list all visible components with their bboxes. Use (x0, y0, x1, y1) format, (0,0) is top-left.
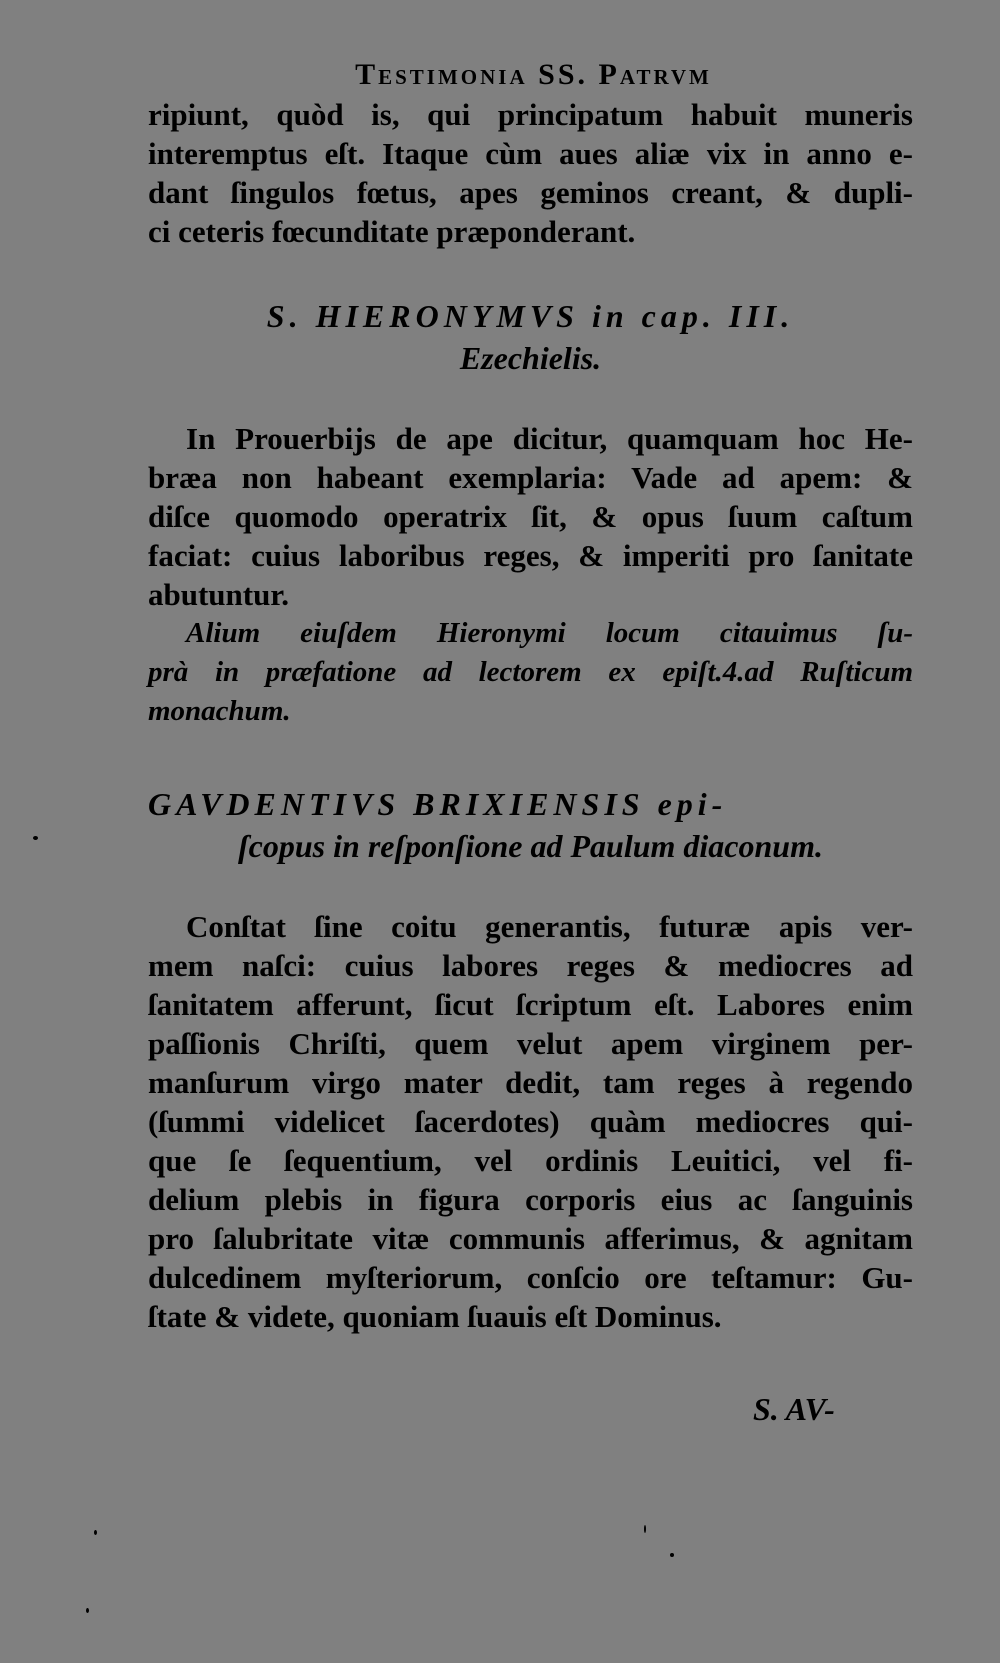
section-subheading: Ezechielis. (459, 340, 602, 376)
text-line: faciat: cuius laboribus reges, & imperiti pro ſanitate (148, 538, 913, 573)
section-heading: S. HIERONYMVS in cap. III. (266, 298, 795, 334)
note-line: monachum. (148, 695, 291, 727)
text-line: mem naſci: cuius labores reges & mediocres ad (148, 948, 913, 983)
section-subheading: ſcopus in reſponſione ad Paulum diaconum. (238, 828, 823, 864)
note-line: Alium eiuſdem Hieronymi locum citauimus ſu- (186, 617, 913, 649)
text-line: ripiunt, quòd is, qui principatum habuit muneris (148, 97, 913, 132)
ink-speck (644, 1525, 646, 1533)
text-line: pro ſalubritate vitæ communis afferimus, & agnitam (148, 1221, 913, 1256)
text-line: diſce quomodo operatrix ſit, & opus ſuum caſtum (148, 499, 913, 534)
text-line: ſtate & videte, quoniam ſuauis eſt Dominus. (148, 1299, 722, 1334)
body-paragraph (148, 419, 913, 614)
note-line: prà in præfatione ad lectorem ex epiſt.4.ad Ruſticum (148, 656, 913, 688)
text-line: paſſionis Chriſti, quem velut apem virginem per- (148, 1026, 913, 1061)
text-line: dant ſingulos fœtus, apes geminos creant, & dupli- (148, 175, 913, 210)
text-line: delium plebis in figura corporis eius ac ſanguinis (148, 1182, 913, 1217)
text-line: interemptus eſt. Itaque cùm aues aliæ vix in anno e- (148, 136, 913, 171)
text-line: Conſtat ſine coitu generantis, futuræ apis ver- (186, 909, 913, 944)
ink-speck (33, 836, 38, 840)
text-line: ſanitatem afferunt, ſicut ſcriptum eſt. Labores enim (148, 987, 913, 1022)
text-line: que ſe ſequentium, vel ordinis Leuitici, vel fi- (148, 1143, 913, 1178)
section-heading: GAVDENTIVS BRIXIENSIS epi- (148, 786, 728, 822)
catchword: S. AV- (753, 1391, 835, 1427)
body-paragraph (148, 907, 913, 1336)
text-line: dulcedinem myſteriorum, conſcio ore teſtamur: Gu- (148, 1260, 913, 1295)
note-paragraph (148, 614, 913, 731)
text-line: In Prouerbijs de ape dicitur, quamquam hoc He- (186, 421, 913, 456)
text-line: ci ceteris fœcunditate præponderant. (148, 214, 636, 249)
text-line: (ſummi videlicet ſacerdotes) quàm mediocres qui- (148, 1104, 913, 1139)
ink-speck (670, 1553, 674, 1557)
text-line: bræa non habeant exemplaria: Vade ad apem: & (148, 460, 913, 495)
intro-paragraph (148, 95, 913, 251)
text-line: manſurum virgo mater dedit, tam reges à regendo (148, 1065, 913, 1100)
book-page (148, 55, 913, 1336)
ink-speck (94, 1530, 97, 1535)
running-head: Testimonia SS. Patrvm (355, 58, 712, 91)
ink-speck (86, 1608, 89, 1613)
text-line: abutuntur. (148, 577, 290, 612)
